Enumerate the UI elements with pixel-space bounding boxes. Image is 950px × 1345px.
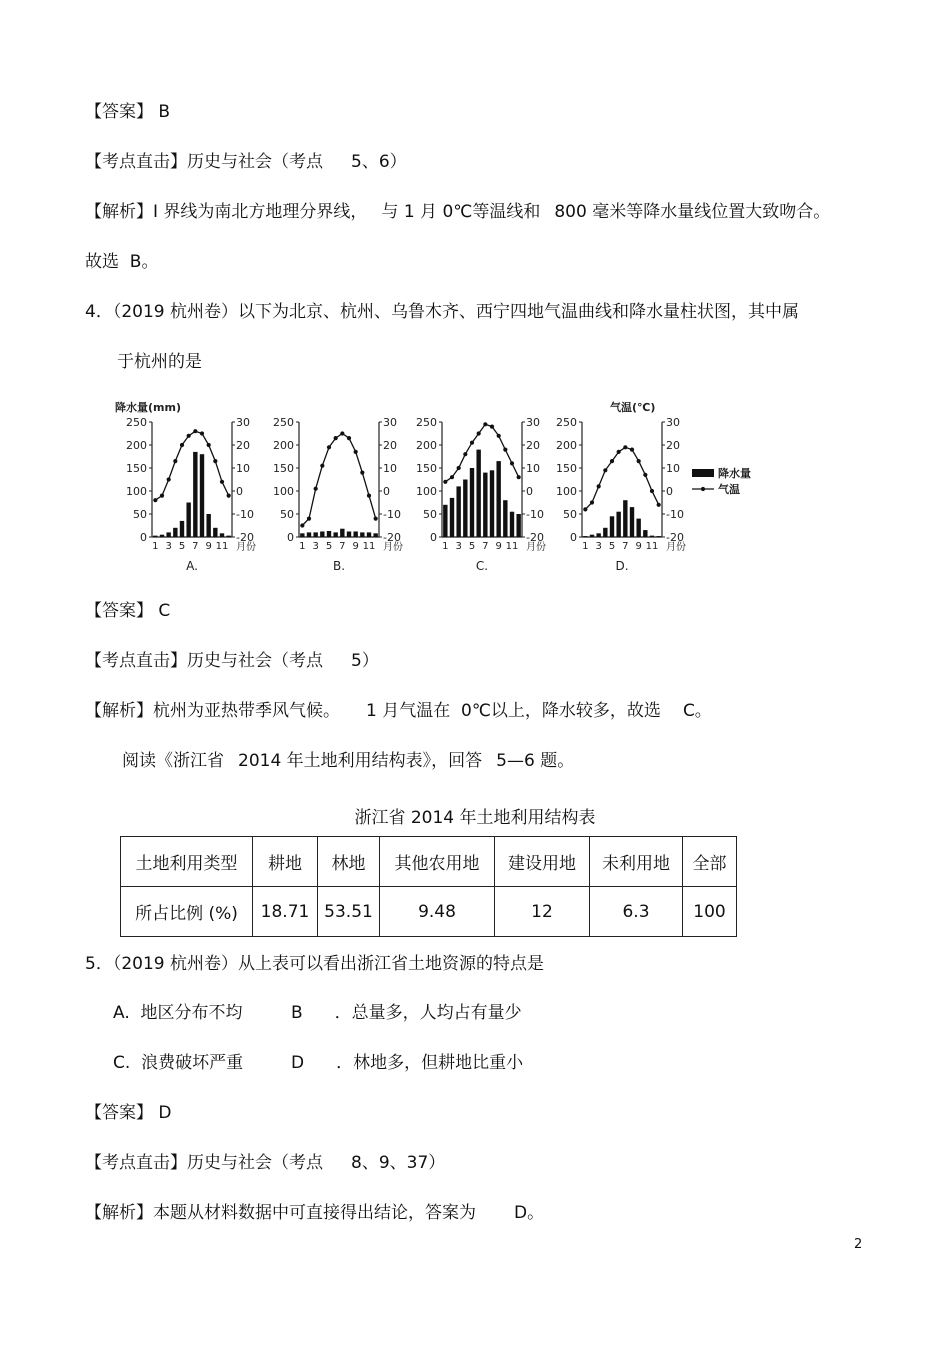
panel-label: D. [615, 559, 629, 573]
precip-bar [333, 532, 337, 537]
temp-tick-label: 30 [383, 416, 397, 429]
temp-point [470, 441, 474, 445]
temp-tick-label: -20 [526, 531, 544, 544]
month-tick-label: 3 [312, 541, 319, 552]
temp-tick-label: 30 [666, 416, 680, 429]
temp-point [227, 494, 231, 498]
q4-answer: 【答案】 C [85, 601, 171, 621]
precip-bar [353, 531, 357, 537]
precip-bar [456, 486, 460, 537]
precip-bar [200, 454, 204, 537]
month-tick-label: 11 [215, 541, 229, 552]
table-header-cell: 建设用地 [495, 837, 590, 887]
precip-tick-label: 200 [273, 439, 294, 452]
precip-bar [610, 516, 614, 537]
temp-point [347, 436, 351, 440]
q5-answer: 【答案】 D [85, 1103, 172, 1123]
month-tick-label: 5 [608, 541, 616, 552]
precip-bar [596, 533, 600, 537]
precip-tick-label: 0 [570, 531, 577, 544]
temp-point [597, 484, 601, 488]
q5-option-b [291, 1005, 522, 1022]
temp-point [503, 448, 507, 452]
table-cell: 所占比例 (%) [121, 887, 253, 937]
month-tick-label: 3 [165, 541, 172, 552]
temp-point [510, 461, 514, 465]
option-letter: D [291, 1053, 305, 1073]
table-cell: 18.71 [253, 887, 318, 937]
q5-kaodian [85, 1155, 445, 1172]
precip-tick-label: 100 [416, 485, 437, 498]
precip-tick-label: 50 [280, 508, 294, 521]
precip-tick-label: 50 [563, 508, 577, 521]
precip-tick-label: 200 [416, 439, 437, 452]
temp-point [477, 431, 481, 435]
table-cell: 12 [495, 887, 590, 937]
precip-tick-label: 250 [556, 416, 577, 429]
precip-tick-label: 200 [126, 439, 147, 452]
month-tick-label: 5 [468, 541, 476, 552]
precip-tick-label: 0 [430, 531, 437, 544]
panel-label: C. [475, 559, 489, 573]
temp-point [650, 489, 654, 493]
month-tick-label: 7 [339, 541, 346, 552]
temp-point [360, 471, 364, 475]
temp-point [160, 494, 164, 498]
temp-tick-label: 0 [526, 485, 533, 498]
precip-tick-label: 100 [126, 485, 147, 498]
month-unit-label: 月份 [236, 542, 256, 553]
month-tick-label: 7 [482, 541, 489, 552]
month-unit-label: 月份 [383, 542, 403, 553]
precip-bar [443, 505, 447, 537]
month-tick-label: 1 [299, 541, 306, 552]
temp-point [583, 507, 587, 511]
precip-tick-label: 250 [416, 416, 437, 429]
precip-bar [213, 528, 217, 537]
temp-point [490, 425, 494, 429]
month-tick-label: 7 [622, 541, 629, 552]
temp-point [207, 443, 211, 447]
precip-bar [510, 512, 514, 537]
temp-tick-label: -10 [383, 508, 401, 521]
precip-bar [313, 532, 317, 537]
month-tick-label: 7 [192, 541, 199, 552]
precip-bar [300, 533, 304, 537]
panel-label: B. [332, 559, 346, 573]
precip-bar [616, 512, 620, 537]
temp-point [167, 477, 171, 481]
temp-tick-label: 20 [526, 439, 540, 452]
month-tick-label: 1 [442, 541, 449, 552]
temp-tick-label: 20 [666, 439, 680, 452]
jiexi-part: 与 1 月 0℃等温线和 [381, 202, 541, 222]
temp-point [643, 473, 647, 477]
precip-tick-label: 0 [140, 531, 147, 544]
jiexi-part: 【解析】本题从材料数据中可直接得出结论，答案为 [85, 1203, 476, 1223]
temp-point [374, 517, 378, 521]
precip-bar [503, 500, 507, 537]
precip-tick-label: 150 [556, 462, 577, 475]
month-tick-label: 11 [505, 541, 519, 552]
temp-tick-label: 0 [383, 485, 390, 498]
temp-point [340, 431, 344, 435]
month-unit-label: 月份 [526, 542, 546, 553]
option-text: ．林地多，但耕地比重小 [336, 1053, 524, 1073]
month-tick-label: 11 [645, 541, 659, 552]
temp-point [463, 452, 467, 456]
precip-bar [173, 528, 177, 537]
q3-answer: 【答案】 B [85, 102, 171, 122]
precip-bar [623, 500, 627, 537]
precip-tick-label: 100 [273, 485, 294, 498]
temp-tick-label: 0 [666, 485, 673, 498]
temp-point [657, 503, 661, 507]
temp-point [497, 434, 501, 438]
climate-charts-figure [112, 397, 764, 577]
temp-tick-label: -10 [666, 508, 684, 521]
temp-point [637, 459, 641, 463]
jiexi-part: D。 [514, 1203, 545, 1223]
panel-label: A. [186, 559, 198, 573]
temp-point [307, 517, 311, 521]
kaodian-numbers: 8、9、37） [351, 1153, 446, 1173]
precip-axis-title: 降水量(mm) [115, 401, 181, 414]
temp-point [320, 464, 324, 468]
temp-point [610, 459, 614, 463]
temp-tick-label: 20 [383, 439, 397, 452]
precip-bar [470, 468, 474, 537]
legend-temp-label: 气温 [718, 483, 740, 496]
precip-bar [193, 452, 197, 537]
precip-bar [496, 461, 500, 537]
jiexi-part: 【解析】杭州为亚热带季风气候。 [85, 701, 340, 721]
precip-bar [483, 473, 487, 537]
precip-bar [307, 532, 311, 537]
precip-tick-label: 200 [556, 439, 577, 452]
precip-bar [630, 507, 634, 537]
temp-tick-label: 10 [236, 462, 250, 475]
temp-tick-label: 10 [383, 462, 397, 475]
precip-bar [180, 521, 184, 537]
precip-tick-label: 250 [126, 416, 147, 429]
kaodian-numbers: 5、6） [351, 152, 407, 172]
precip-bar [320, 531, 324, 537]
temp-point [213, 459, 217, 463]
table-cell: 53.51 [318, 887, 380, 937]
temp-point [173, 459, 177, 463]
reading-instruction [122, 753, 574, 770]
temp-tick-label: -10 [236, 508, 254, 521]
precip-bar [166, 532, 170, 537]
jiexi-part: C。 [682, 701, 712, 721]
kaodian-prefix: 【考点直击】历史与社会（考点 [85, 152, 323, 172]
temp-tick-label: 30 [526, 416, 540, 429]
temp-tick-label: -10 [526, 508, 544, 521]
precip-bar [327, 531, 331, 537]
table-title: 浙江省 2014 年土地利用结构表 [354, 808, 596, 828]
temp-point [443, 480, 447, 484]
precip-bar [643, 530, 647, 537]
temp-point [617, 450, 621, 454]
reading-part: 阅读《浙江省 [122, 751, 224, 771]
temp-point [603, 468, 607, 472]
precip-bar [373, 533, 377, 537]
table-header-row [121, 837, 737, 887]
q4-stem-line2: 于杭州的是 [117, 352, 202, 372]
table-row [121, 887, 737, 937]
month-tick-label: 11 [362, 541, 376, 552]
precip-tick-label: 50 [423, 508, 437, 521]
precip-bar [516, 514, 520, 537]
q3-kaodian [85, 154, 407, 171]
temp-point [354, 450, 358, 454]
q3-jiexi [85, 204, 830, 221]
temp-tick-label: -20 [666, 531, 684, 544]
precip-bar [220, 533, 224, 537]
precip-bar [650, 536, 654, 537]
precip-tick-label: 150 [273, 462, 294, 475]
precip-tick-label: 150 [416, 462, 437, 475]
temp-point [200, 431, 204, 435]
month-tick-label: 1 [582, 541, 589, 552]
q4-jiexi [85, 703, 712, 720]
precip-tick-label: 0 [287, 531, 294, 544]
precip-bar [590, 535, 594, 537]
precip-bar [153, 536, 157, 537]
table-header-cell: 全部 [683, 837, 737, 887]
temp-axis-title: 气温(℃) [610, 401, 656, 414]
q5-option-a: A. 地区分布不均 [113, 1003, 243, 1023]
temp-tick-label: 10 [526, 462, 540, 475]
land-use-table [120, 836, 737, 937]
precip-bar [463, 480, 467, 538]
temp-point [457, 466, 461, 470]
temp-point [180, 443, 184, 447]
q5-option-d [291, 1055, 523, 1072]
temp-point [220, 480, 224, 484]
precip-bar [450, 498, 454, 537]
precip-bar [583, 536, 587, 537]
temp-point [450, 475, 454, 479]
table-header-cell: 土地利用类型 [121, 837, 253, 887]
precip-bar [360, 532, 364, 537]
precip-bar [603, 528, 607, 537]
month-tick-label: 9 [352, 541, 359, 552]
table-header-cell: 其他农用地 [380, 837, 495, 887]
month-tick-label: 5 [325, 541, 333, 552]
temp-tick-label: -20 [236, 531, 254, 544]
temp-tick-label: 20 [236, 439, 250, 452]
precip-bar [347, 531, 351, 537]
month-tick-label: 9 [635, 541, 642, 552]
precip-tick-label: 50 [133, 508, 147, 521]
legend-precip-swatch [692, 469, 714, 477]
temp-point [314, 487, 318, 491]
jiexi-part: 【解析】Ⅰ 界线为南北方地理分界线， [85, 202, 368, 222]
temp-point [623, 445, 627, 449]
jiexi-part: 800 毫米等降水量线位置大致吻合。 [554, 202, 831, 222]
month-tick-label: 3 [455, 541, 462, 552]
precip-tick-label: 100 [556, 485, 577, 498]
table-header-cell: 耕地 [253, 837, 318, 887]
precip-bar [636, 519, 640, 537]
month-tick-label: 3 [595, 541, 602, 552]
q5-option-c: C. 浪费破坏严重 [113, 1053, 244, 1073]
temp-point [187, 434, 191, 438]
temp-point [153, 498, 157, 502]
temp-point [483, 422, 487, 426]
precip-bar [186, 503, 190, 538]
q5-jiexi [85, 1205, 544, 1222]
temp-point [367, 494, 371, 498]
precip-bar [160, 535, 164, 537]
temp-tick-label: 30 [236, 416, 250, 429]
temp-tick-label: -20 [383, 531, 401, 544]
precip-bar [206, 514, 210, 537]
month-tick-label: 5 [178, 541, 186, 552]
precip-tick-label: 250 [273, 416, 294, 429]
temp-point [327, 445, 331, 449]
precip-bar [490, 470, 494, 537]
month-tick-label: 9 [495, 541, 502, 552]
temp-tick-label: 0 [236, 485, 243, 498]
temp-point [334, 436, 338, 440]
precip-bar [656, 536, 660, 537]
page-number: 2 [854, 1237, 863, 1252]
jiexi-part: 1 月气温在 0℃以上，降水较多，故选 [366, 701, 661, 721]
temp-point [517, 475, 521, 479]
option-letter: B [291, 1003, 303, 1023]
q5-stem: 5．（2019 杭州卷）从上表可以看出浙江省土地资源的特点是 [85, 954, 544, 974]
month-tick-label: 1 [152, 541, 159, 552]
option-text: ．总量多，人均占有量少 [334, 1003, 522, 1023]
kaodian-numbers: 5） [351, 651, 379, 671]
month-unit-label: 月份 [666, 542, 686, 553]
precip-tick-label: 150 [126, 462, 147, 475]
legend-precip-label: 降水量 [718, 467, 751, 480]
table-cell: 9.48 [380, 887, 495, 937]
kaodian-prefix: 【考点直击】历史与社会（考点 [85, 1153, 323, 1173]
table-header-cell: 未利用地 [590, 837, 683, 887]
precip-bar [367, 532, 371, 537]
q3-jiexi-cont: 故选 B。 [85, 252, 159, 272]
reading-part: 2014 年土地利用结构表》，回答 [238, 751, 483, 771]
temp-point [630, 448, 634, 452]
temp-point [300, 523, 304, 527]
temp-point [590, 500, 594, 504]
legend-temp-point [701, 487, 705, 491]
precip-bar [226, 536, 230, 537]
table-header-cell: 林地 [318, 837, 380, 887]
temp-tick-label: 10 [666, 462, 680, 475]
q4-stem-line1: 4．（2019 杭州卷）以下为北京、杭州、乌鲁木齐、西宁四地气温曲线和降水量柱状图，其中属 [85, 302, 799, 322]
table-cell: 100 [683, 887, 737, 937]
precip-bar [476, 450, 480, 537]
q4-kaodian [85, 653, 379, 670]
reading-part: 5—6 题。 [496, 751, 575, 771]
table-cell: 6.3 [590, 887, 683, 937]
precip-bar [340, 529, 344, 537]
month-tick-label: 9 [205, 541, 212, 552]
kaodian-prefix: 【考点直击】历史与社会（考点 [85, 651, 323, 671]
temp-point [193, 429, 197, 433]
